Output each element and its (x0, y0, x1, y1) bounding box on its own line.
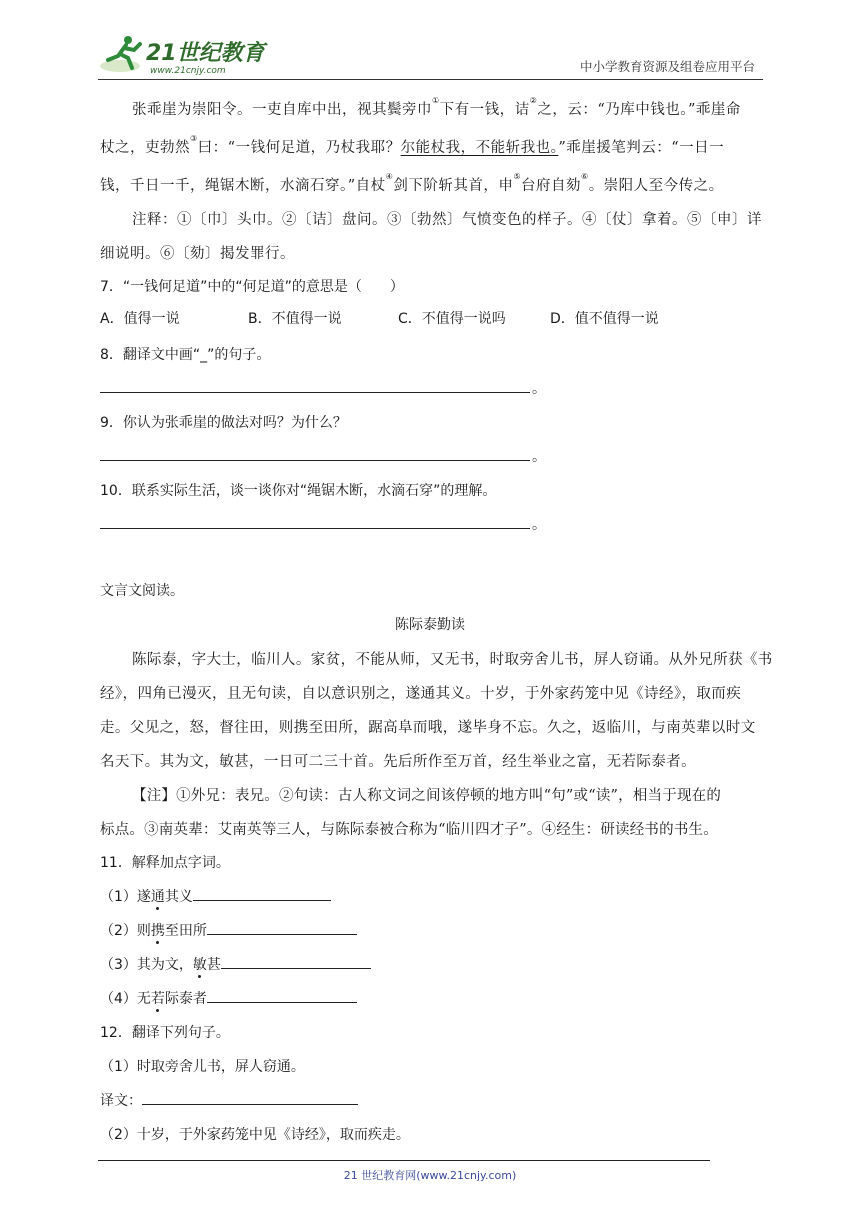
text: 至田所 (164, 923, 207, 939)
question-10: 10．联系实际生活，谈一谈你对“绳锯木断，水滴石穿”的理解。 (100, 483, 497, 499)
text: 遂 (136, 889, 151, 905)
section-intro: 文言文阅读。 (100, 583, 184, 599)
text: 曰：“一钱何足道，乃杖我耶？ (197, 140, 401, 156)
item-number: （4） (100, 991, 137, 1007)
answer-blank[interactable] (207, 921, 357, 935)
passage2-line4: 名天下。其为文，敏甚，一日可二三十首。先后所作至万首，经生举业之富，无若际泰者。 (100, 754, 696, 770)
text: 甚 (206, 957, 221, 973)
passage1-line1 (132, 98, 741, 119)
passage1-note-line2: 细说明。⑥〔劾〕揭发罪行。 (100, 246, 295, 262)
answer-blank[interactable] (221, 955, 371, 969)
text: 剑下阶斩其首，申 (393, 178, 514, 194)
text: 台府自劾 (521, 178, 582, 194)
underlined-sentence: 尔能杖我，不能斩我也。 (400, 140, 559, 156)
footnote-mark: ① (432, 96, 440, 105)
passage2-note-line2: 标点。③南英辈：艾南英等三人，与陈际泰被合称为“临川四才子”。④经生：研读经书的书生。 (100, 822, 718, 838)
footer-text[interactable]: 21 世纪教育网(www.21cnjy.com) (343, 1169, 517, 1182)
text: 张乖崖为崇阳令。一吏自库中出，视其鬓旁巾 (132, 102, 432, 118)
q12-item-2: （2）十岁，于外家药笼中见《诗经》，取而疾走。 (100, 1124, 410, 1144)
option-c[interactable]: C．不值得一说吗 (398, 311, 506, 327)
text: 则 (136, 923, 151, 939)
option-d[interactable]: D．值不值得一说 (550, 311, 659, 327)
period: 。 (532, 517, 546, 533)
passage1-line2 (100, 136, 724, 157)
passage1-note-line1: 注释：①〔巾〕头巾。②〔诘〕盘问。③〔勃然〕气愤变色的样子。④〔仗〕拿着。⑤〔申〕详 (132, 212, 762, 228)
logo (98, 32, 268, 76)
text: 。崇阳人至今传之。 (588, 178, 724, 194)
question-12: 12．翻译下列句子。 (100, 1025, 230, 1041)
text: 其义 (164, 889, 193, 905)
text: 际泰者 (164, 991, 207, 1007)
logo-text: 21世纪教育 (146, 41, 265, 66)
period: 。 (532, 381, 546, 397)
answer-rule (100, 460, 530, 461)
q11-item-1 (100, 886, 331, 906)
answer-rule (100, 528, 530, 529)
answer-blank[interactable] (142, 1091, 358, 1105)
question-9: 9．你认为张乖崖的做法对吗？为什么？ (100, 415, 347, 431)
footnote-mark: ④ (385, 172, 394, 181)
option-a[interactable]: A．值得一说 (100, 311, 180, 327)
footnote-mark: ② (529, 96, 538, 105)
footnote-mark: ③ (190, 134, 198, 143)
text: 钱，千日一千，绳锯木断，水滴石穿。”自杖 (100, 178, 386, 194)
text: 之，云：“乃库中钱也。”乖崖命 (537, 102, 741, 118)
footnote-mark: ⑥ (581, 172, 589, 181)
answer-blank[interactable] (193, 887, 331, 901)
translation-label: 译文： (100, 1093, 142, 1109)
item-number: （1） (100, 889, 137, 905)
footer-rule (98, 1160, 710, 1161)
text: ”乖崖援笔判云：“一日一 (558, 140, 725, 156)
platform-name: 中小学教育资源及组卷应用平台 (579, 59, 755, 74)
q11-item-4 (100, 988, 357, 1008)
answer-rule (100, 392, 530, 393)
passage2-note-line1: 【注】①外兄：表兄。②句读：古人称文词之间该停顿的地方叫“句”或“读”，相当于现在的 (132, 788, 722, 804)
page-header (98, 30, 763, 80)
q12-translation (100, 1090, 358, 1110)
footnote-mark: ⑤ (513, 172, 522, 181)
dotted-char: 携 (151, 920, 165, 940)
runner-logo-icon (98, 32, 268, 78)
passage1-line3 (100, 174, 724, 195)
answer-blank[interactable] (207, 989, 357, 1003)
q12-item-1: （1）时取旁舍儿书，屏人窃通。 (100, 1059, 305, 1075)
passage2-line3: 走。父见之，怒，督往田，则携至田所，踞高阜而哦，遂毕身不忘。久之，返临川，与南英辈以时文 (100, 720, 756, 736)
question-8: 8．翻译文中画“_”的句子。 (100, 347, 271, 363)
text: 无 (136, 991, 151, 1007)
dotted-char: 通 (151, 886, 165, 906)
passage2-line2: 经》，四角已漫灭，且无句读，自以意识别之，遂通其义。十岁，于外家药笼中见《诗经》，取而疾 (100, 686, 742, 702)
passage-title: 陈际泰勤读 (395, 617, 465, 633)
dotted-char: 敏 (193, 954, 207, 974)
passage2-line1: 陈际泰，字大士，临川人。家贫，不能从师，又无书，时取旁舍儿书，屏人窃诵。从外兄所获《书 (132, 652, 773, 668)
question-7: 7．“一钱何足道”中的“何足道”的意思是（ ） (100, 279, 404, 295)
text: 杖之，吏勃然 (100, 140, 190, 156)
question-11: 11．解释加点字词。 (100, 855, 230, 871)
item-number: （3） (100, 957, 137, 973)
item-number: （2） (100, 923, 137, 939)
text: 其为文， (136, 957, 193, 973)
q11-item-3 (100, 954, 371, 974)
text: 下有一钱，诘 (439, 102, 530, 118)
dotted-char: 若 (151, 988, 165, 1008)
logo-url: www.21cnjy.com (150, 66, 226, 76)
q11-item-2 (100, 920, 357, 940)
period: 。 (532, 449, 546, 465)
option-b[interactable]: B．不值得一说 (248, 311, 342, 327)
